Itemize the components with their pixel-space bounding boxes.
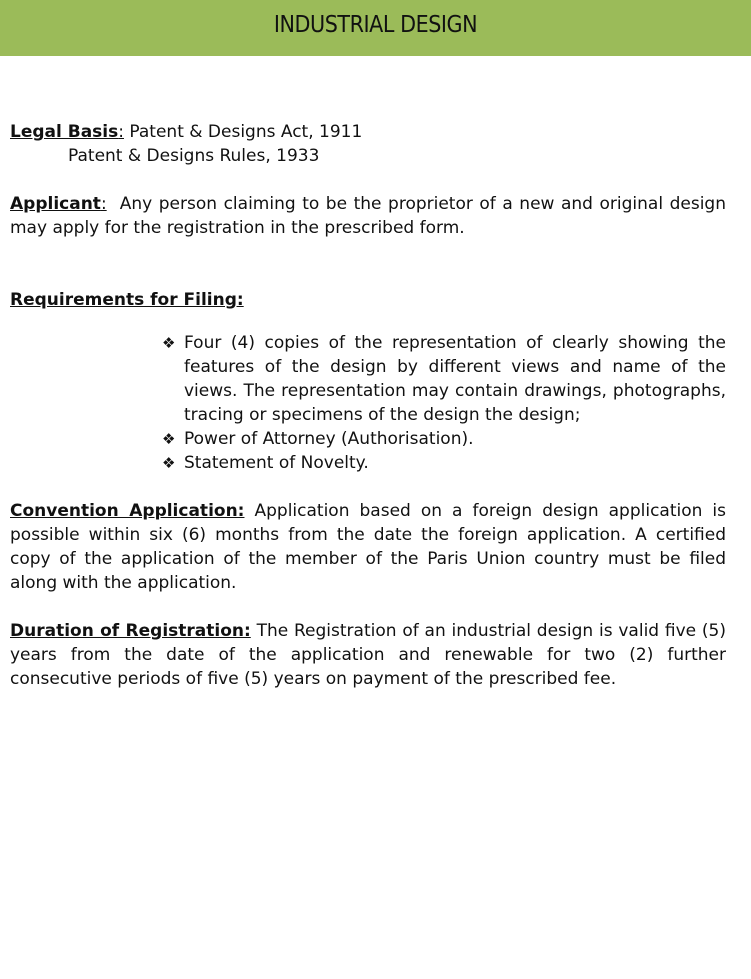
spacer	[10, 595, 726, 619]
bullet-icon: ❖	[162, 334, 176, 352]
legal-basis-line2: Patent & Designs Rules, 1933	[68, 146, 320, 166]
bullet-icon: ❖	[162, 430, 176, 448]
applicant-text: Any person claiming to be the proprietor of a new and original design may apply for the registration in the prescribed form.	[10, 194, 732, 238]
spacer	[10, 168, 726, 192]
document-body	[10, 120, 732, 691]
spacer	[10, 475, 726, 499]
requirement-text: Power of Attorney (Authorisation).	[184, 429, 474, 449]
legal-basis-separator: :	[118, 122, 124, 142]
duration-paragraph	[10, 619, 726, 691]
requirements-heading: Requirements for Filing:	[10, 290, 244, 310]
legal-basis-label: Legal Basis	[10, 122, 119, 142]
requirement-text: Statement of Novelty.	[184, 453, 369, 473]
page-title: INDUSTRIAL DESIGN	[273, 12, 478, 38]
applicant-separator: :	[100, 194, 107, 214]
legal-basis-act: Patent & Designs Act, 1911	[123, 122, 363, 142]
list-item	[162, 331, 726, 427]
bullet-icon: ❖	[162, 454, 176, 472]
list-item	[162, 451, 726, 475]
requirement-text: Four (4) copies of the representation of clearly showing the features of the design by different views and name of the views. The representation may contain drawings, photographs, tracing or specimens of the design the design;	[184, 333, 726, 425]
convention-text: Application based on a foreign design application is possible within six (6) months from the date the foreign application. A certified copy of the application of the member of the Paris Union country must be filed along with the application.	[10, 501, 727, 593]
requirements-list	[10, 331, 726, 475]
convention-label: Convention Application:	[10, 501, 245, 521]
applicant-label: Applicant	[10, 194, 101, 214]
applicant-paragraph	[10, 192, 732, 240]
convention-paragraph	[10, 499, 726, 595]
legal-basis-line1	[10, 120, 726, 144]
duration-text: The Registration of an industrial design is valid five (5) years from the date of the application and renewable for two (2) further consecutive periods of five (5) years on payment of the prescribed fee.	[10, 621, 727, 689]
spacer	[10, 240, 726, 288]
list-item	[162, 427, 726, 451]
duration-label: Duration of Registration:	[10, 621, 251, 641]
